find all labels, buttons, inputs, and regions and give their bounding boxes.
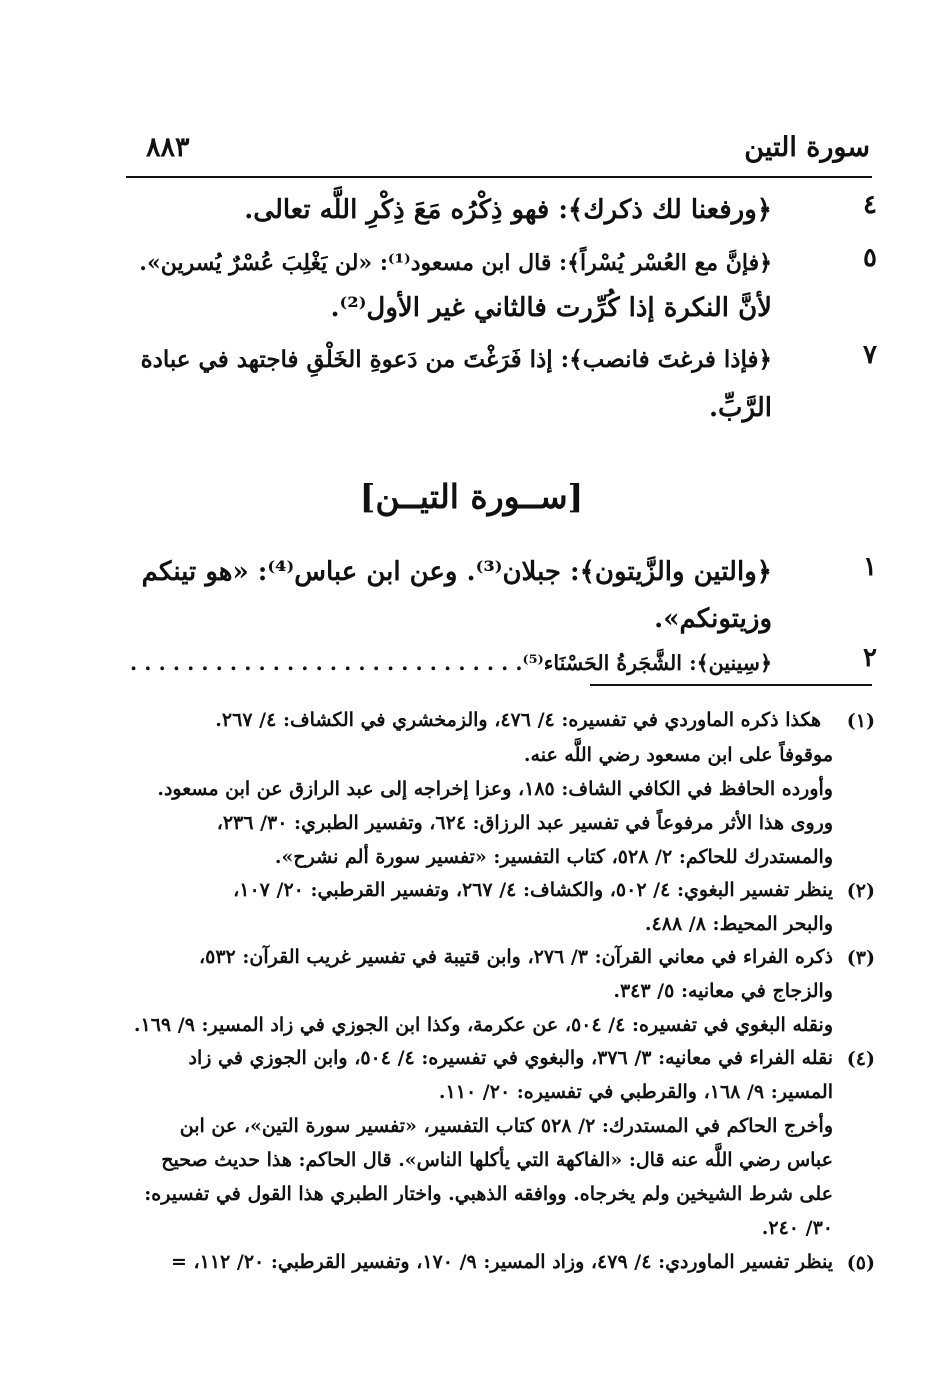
running-header [128,132,870,172]
footnote-line: المسير: ٩/ ١٦٨، والقرطبي في تفسيره: ٢٠/ ١١٠. [438,1081,833,1103]
verse-text-continued: الرَّبِّ. [708,393,772,423]
header-surah-title: سورة التين [744,132,870,163]
verse-number: ١ [863,552,877,582]
footnote-line: والزجاج في معانيه: ٥/ ٣٤٣. [613,980,833,1002]
verse-text: ﴿فإنَّ مع العُسْر يُسْراً﴾: قال ابن مسعود⁽¹⁾: «لن يَغْلِبَ عُسْرٌ يُسرين». [139,250,772,276]
footnote-line: موقوفاً على ابن مسعود رضي اللَّه عنه. [523,744,833,766]
footnote-line: ٣٠/ ٢٤٠. [761,1217,833,1239]
footnote-line: ونقله البغوي في تفسيره: ٤/ ٥٠٤، عن عكرمة، وكذا ابن الجوزي في زاد المسير: ٩/ ١٦٩. [133,1014,833,1036]
verse-text-continued: وزيتونكم». [654,604,772,634]
header-divider [126,176,872,178]
verse-text: ﴿سِينين﴾: الشَّجَرةُ الحَسْنَاء⁽⁵⁾. . . . . . . . . . . . . . . . . . . . . . . . . . . . [130,651,772,675]
footnote-line: ذكره الفراء في معاني القرآن: ٣/ ٢٧٦، وابن قتيبة في تفسير غريب القرآن: ٥٣٢، [198,946,833,968]
footnote-mark-2: (٢) [846,880,875,902]
footnote-line: ينظر تفسير البغوي: ٤/ ٥٠٢، والكشاف: ٤/ ٢٦٧، وتفسير القرطبي: ٢٠/ ١٠٧، [233,879,833,901]
footnote-line: ينظر تفسير الماوردي: ٤/ ٤٧٩، وزاد المسير: ٩/ ١٧٠، وتفسير القرطبي: ٢٠/ ١١٢، = [170,1251,833,1273]
verse-number: ٥ [863,243,877,273]
verse-text: ﴿فإذا فرغتَ فانصب﴾: إذا فَرَغْتَ من دَعوةِ الخَلْقِ فاجتهد في عبادة [140,346,772,373]
verse-number: ٧ [863,340,877,370]
footnote-line: نقله الفراء في معانيه: ٣/ ٣٧٦، والبغوي في تفسيره: ٤/ ٥٠٤، وابن الجوزي في زاد [188,1047,833,1069]
footnote-line: وروى هذا الأثر مرفوعاً في تفسير عبد الرزاق: ٦٢٤، وتفسير الطبري: ٣٠/ ٢٣٦، [216,812,833,834]
verse-text: ﴿ورفعنا لك ذكرك﴾: فهو ذِكْرُه مَعَ ذِكْرِ اللَّه تعالى. [244,195,772,225]
footnote-mark-3: (٣) [846,947,875,969]
footnote-mark-4: (٤) [846,1048,875,1070]
footnote-line: وأخرج الحاكم في المستدرك: ٢/ ٥٢٨ كتاب التفسير، «تفسير سورة التين»، عن ابن [179,1115,833,1137]
verse-number: ٤ [863,190,877,220]
verse-text: ﴿والتين والزَّيتون﴾: جبلان⁽³⁾. وعن ابن عباس⁽⁴⁾: «هو تينكم [141,557,772,587]
footnote-mark-5: (٥) [846,1252,875,1274]
footnote-line: عباس رضي اللَّه عنه قال: «الفاكهة التي يأكلها الناس». قال الحاكم: هذا حديث صحيح [161,1149,833,1171]
verse-number: ٢ [863,643,877,673]
footnote-mark-1: (١) [846,710,875,732]
footnote-line: وأورده الحافظ في الكافي الشاف: ١٨٥، وعزا إخراجه إلى عبد الرازق عن ابن مسعود. [157,778,833,800]
footnote-line: والمستدرك للحاكم: ٢/ ٥٢٨، كتاب التفسير: «تفسير سورة ألم نشرح». [274,846,833,868]
section-title: [ســورة التيــن] [359,477,584,516]
footnote-line: على شرط الشيخين ولم يخرجاه. ووافقه الذهبي. واختار الطبري هذا القول في تفسيره: [144,1183,833,1205]
page-number: ٨٨٣ [146,132,190,163]
footnote-divider [590,684,872,686]
footnote-line: والبحر المحيط: ٨/ ٤٨٨. [644,913,833,935]
verse-text-continued: لأنَّ النكرة إذا كُرِّرت فالثاني غير الأول⁽²⁾. [330,293,772,323]
footnote-line: هكذا ذكره الماوردي في تفسيره: ٤/ ٤٧٦، والزمخشري في الكشاف: ٤/ ٢٦٧. [215,709,821,731]
